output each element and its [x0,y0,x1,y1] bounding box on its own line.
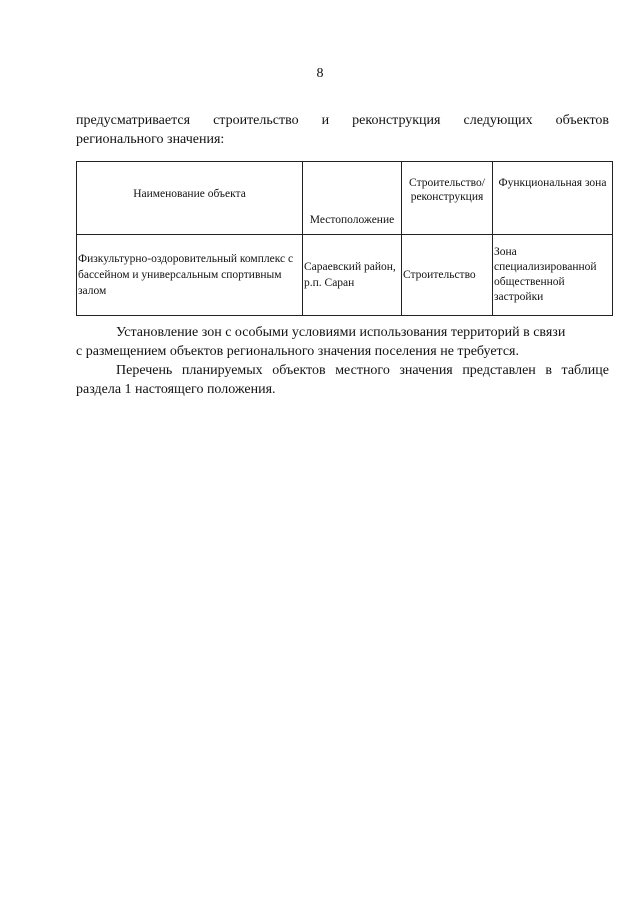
zones-paragraph [76,323,609,361]
paragraph-line: Установление зон с особыми условиями использования территорий в связи [116,325,566,340]
paragraph-line: с размещением объектов регионального значения поселения не требуется. [76,344,519,359]
regional-objects-table [76,161,613,316]
paragraph-line: раздела 1 настоящего положения. [76,382,276,397]
page-number: 8 [316,66,324,81]
intro-paragraph [76,111,609,149]
header-construction: Строительство/ реконструкция [402,162,493,235]
intro-line: предусматривается строительство и реконструкция следующих объектов [76,113,609,128]
table-row [77,235,613,316]
local-objects-paragraph [76,361,609,399]
cell-object-name: Физкультурно-оздоровительный комплекс с бассейном и универсальным спортивным залом [77,235,303,316]
cell-functional-zone: Зона специализированной общественной застройки [493,235,613,316]
header-location: Местоположение [303,162,402,235]
header-functional-zone: Функциональная зона [493,162,613,235]
intro-line: регионального значения: [76,132,225,147]
paragraph-line: Перечень планируемых объектов местного значения представлен в таблице [116,363,609,378]
cell-location: Сараевский район, р.п. Саран [303,235,402,316]
cell-construction: Строительство [402,235,493,316]
header-object-name: Наименование объекта [77,162,303,235]
table-header-row [77,162,613,235]
